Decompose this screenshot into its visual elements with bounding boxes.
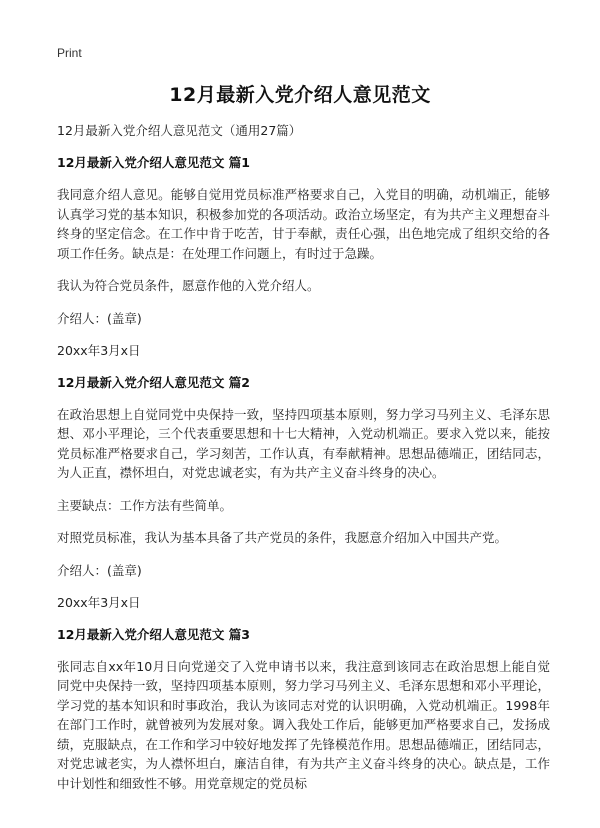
- signature-line: 介绍人：(盖章): [57, 562, 142, 578]
- section-heading: 12月最新入党介绍人意见范文 篇2: [57, 374, 250, 390]
- section-2: [57, 374, 550, 613]
- paragraph: 对照党员标准，我认为基本具备了共产党员的条件，我愿意介绍加入中国共产党。: [57, 530, 508, 545]
- section-3: [57, 626, 550, 794]
- document-subtitle: 12月最新入党介绍人意见范文（通用27篇）: [57, 123, 302, 138]
- paragraph: 主要缺点：工作方法有些简单。: [57, 497, 233, 513]
- section-1: [57, 154, 550, 361]
- paragraph: 张同志自xx年10月日向党递交了入党申请书以来，我注意到该同志在政治思想上能自觉同党中央保持一致，坚持四项基本原则，努力学习马列主义、毛泽东思想和邓小平理论，学习党的基本知识和时事政治，我认为该同志对党的认识明确，入党动机端正。1998年在部门工作时，就曾被列为发展对象。调入我处工作后，能够更加严格要求自己，发扬成绩，克服缺点，在工作和学习中较好地发挥了先锋模范作用。思想品德端正，团结同志，对党忠诚老实，为人襟怀坦白，廉洁自律，有为共产主义奋斗终身的决心。缺点是，工作中计划性和细致性不够。用党章规定的党员标: [57, 658, 550, 791]
- date-line: 20xx年3月x日: [57, 595, 141, 610]
- section-heading: 12月最新入党介绍人意见范文 篇3: [57, 626, 250, 642]
- paragraph: 在政治思想上自觉同党中央保持一致，坚持四项基本原则，努力学习马列主义、毛泽东思想、邓小平理论，三个代表重要思想和十七大精神，入党动机端正。要求入党以来，能按党员标准严格要求自己，学习刻苦，工作认真，有奉献精神。思想品德端正，团结同志，为人正直，襟怀坦白，对党忠诚老实，有为共产主义奋斗终身的决心。: [57, 406, 550, 480]
- signature-line: 介绍人：(盖章): [57, 310, 142, 326]
- section-heading: 12月最新入党介绍人意见范文 篇1: [57, 155, 250, 170]
- page-title: 12月最新入党介绍人意见范文: [169, 84, 431, 106]
- print-link[interactable]: Print: [57, 46, 82, 60]
- date-line: 20xx年3月x日: [57, 343, 141, 358]
- paragraph: 我同意介绍人意见。能够自觉用党员标准严格要求自己，入党目的明确，动机端正，能够认真学习党的基本知识，积极参加党的各项活动。政治立场坚定，有为共产主义理想奋斗终身的坚定信念。在工作中肯于吃苦，甘于奉献，责任心强，出色地完成了组织交给的各项工作任务。缺点是：在处理工作问题上，有时过于急躁。: [57, 187, 550, 261]
- document-body: [57, 122, 550, 806]
- paragraph: 我认为符合党员条件，愿意作他的入党介绍人。: [57, 278, 320, 293]
